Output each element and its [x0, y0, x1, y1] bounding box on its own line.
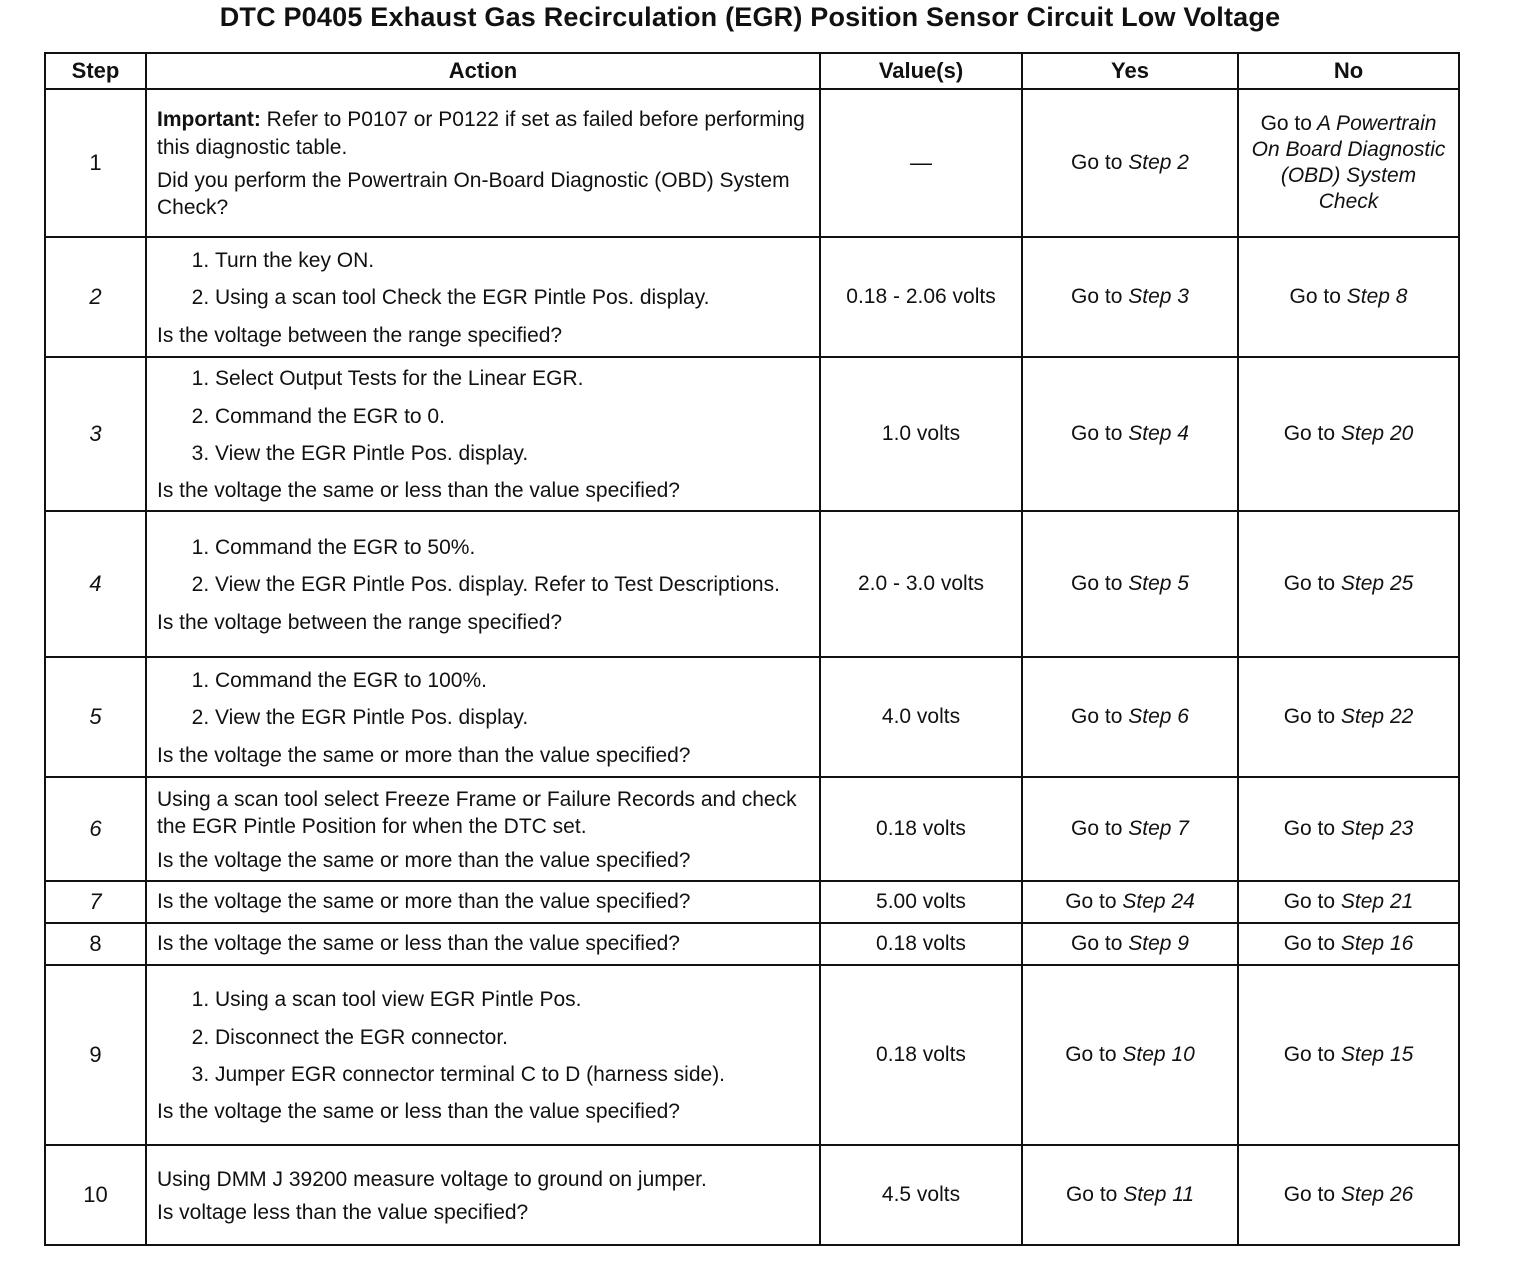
- no-cell: [1238, 1145, 1459, 1245]
- action-cell: [146, 965, 820, 1145]
- action-question: Is the voltage the same or less than the value specified?: [157, 1100, 680, 1124]
- action-cell: [146, 657, 820, 777]
- action-cell: [146, 777, 820, 881]
- action-cell: [146, 511, 820, 657]
- goto-prefix: Go to: [1071, 422, 1123, 446]
- substep-item: 2. Command the EGR to 0.: [215, 403, 809, 430]
- goto-prefix: Go to: [1260, 111, 1312, 135]
- substep-item: 1. Select Output Tests for the Linear EGR.: [215, 365, 809, 392]
- no-cell: [1238, 923, 1459, 965]
- no-cell: [1238, 237, 1459, 357]
- value-cell: 0.18 volts: [820, 777, 1022, 881]
- header-no: No: [1238, 53, 1459, 89]
- yes-link[interactable]: Step 11: [1123, 1183, 1195, 1207]
- goto-prefix: Go to: [1283, 422, 1336, 446]
- action-cell: [146, 881, 820, 923]
- value-text: —: [910, 149, 932, 175]
- table-row-step-2: [45, 237, 1459, 357]
- yes-cell: [1022, 1145, 1238, 1245]
- action-question: Is the voltage the same or more than the value specified?: [157, 848, 691, 872]
- table-row-step-4: [45, 511, 1459, 657]
- yes-link[interactable]: Step 24: [1122, 890, 1195, 914]
- substep-item: 2. View the EGR Pintle Pos. display. Refer to Test Descriptions.: [215, 571, 809, 598]
- header-step: Step: [45, 53, 146, 89]
- header-action: Action: [146, 53, 820, 89]
- yes-cell: [1022, 657, 1238, 777]
- goto-prefix: Go to: [1283, 572, 1336, 596]
- step-number: 8: [45, 923, 146, 965]
- goto-prefix: Go to: [1071, 932, 1123, 956]
- substep-item: 1. Turn the key ON.: [215, 247, 809, 274]
- yes-link[interactable]: Step 6: [1128, 705, 1189, 729]
- value-cell: [820, 89, 1022, 237]
- goto-prefix: Go to: [1289, 285, 1341, 309]
- substep-item: 2. Using a scan tool Check the EGR Pintle Pos. display.: [215, 284, 809, 311]
- no-cell: [1238, 881, 1459, 923]
- no-cell: [1238, 965, 1459, 1145]
- goto-prefix: Go to: [1071, 705, 1123, 729]
- no-link[interactable]: Step 20: [1340, 422, 1414, 446]
- no-link[interactable]: Step 26: [1340, 1183, 1414, 1207]
- value-cell: 0.18 - 2.06 volts: [820, 237, 1022, 357]
- substep-item: 1. Command the EGR to 100%.: [215, 667, 809, 694]
- table-row-step-7: [45, 881, 1459, 923]
- action-cell: [146, 1145, 820, 1245]
- yes-cell: [1022, 881, 1238, 923]
- action-cell: [146, 923, 820, 965]
- action-text: Using a scan tool select Freeze Frame or Failure Records and check the EGR Pintle Position for when the DTC set.: [157, 788, 797, 839]
- substep-item: 2. Disconnect the EGR connector.: [215, 1024, 809, 1051]
- action-question: Is the voltage between the range specified?: [157, 610, 563, 634]
- value-cell: 0.18 volts: [820, 965, 1022, 1145]
- no-cell: [1238, 89, 1459, 237]
- action-question: Is the voltage the same or more than the value specified?: [157, 890, 691, 914]
- step-number: 10: [45, 1145, 146, 1245]
- yes-link[interactable]: Step 5: [1128, 572, 1189, 596]
- step-number: 9: [45, 965, 146, 1145]
- substep-list: [157, 667, 809, 732]
- no-link[interactable]: Step 25: [1340, 572, 1414, 596]
- yes-cell: [1022, 89, 1238, 237]
- yes-cell: [1022, 511, 1238, 657]
- goto-prefix: Go to: [1071, 151, 1123, 175]
- goto-prefix: Go to: [1071, 285, 1123, 309]
- goto-prefix: Go to: [1065, 1043, 1117, 1067]
- goto-prefix: Go to: [1283, 1043, 1336, 1067]
- yes-cell: [1022, 777, 1238, 881]
- no-link[interactable]: Step 8: [1346, 285, 1408, 309]
- no-link[interactable]: Step 15: [1340, 1043, 1414, 1067]
- action-question: Is the voltage the same or more than the value specified?: [157, 743, 691, 767]
- step-number: 6: [45, 777, 146, 881]
- substep-list: [157, 365, 809, 467]
- table-row-step-8: [45, 923, 1459, 965]
- diagnostic-table: [44, 52, 1460, 1246]
- goto-prefix: Go to: [1071, 572, 1123, 596]
- no-cell: [1238, 511, 1459, 657]
- no-cell: [1238, 657, 1459, 777]
- step-number: 1: [45, 89, 146, 237]
- substep-list: [157, 986, 809, 1088]
- table-row-step-9: [45, 965, 1459, 1145]
- table-row-step-1: [45, 89, 1459, 237]
- page-title: DTC P0405 Exhaust Gas Recirculation (EGR) Position Sensor Circuit Low Voltage: [219, 2, 1281, 32]
- action-question: Is voltage less than the value specified?: [157, 1201, 529, 1224]
- value-cell: 4.5 volts: [820, 1145, 1022, 1245]
- step-number: 7: [45, 881, 146, 923]
- important-note: [157, 106, 809, 161]
- yes-link[interactable]: Step 2: [1128, 151, 1189, 175]
- table-row-step-3: [45, 357, 1459, 511]
- header-values: Value(s): [820, 53, 1022, 89]
- value-cell: 0.18 volts: [820, 923, 1022, 965]
- action-cell: [146, 237, 820, 357]
- yes-link[interactable]: Step 10: [1122, 1043, 1195, 1067]
- table-row-step-5: [45, 657, 1459, 777]
- table-row-step-10: [45, 1145, 1459, 1245]
- no-link[interactable]: Step 22: [1340, 705, 1414, 729]
- substep-item: 1. Command the EGR to 50%.: [215, 534, 809, 561]
- substep-item: 3. Jumper EGR connector terminal C to D (harness side).: [215, 1061, 809, 1088]
- no-cell: [1238, 357, 1459, 511]
- substep-list: [157, 534, 809, 599]
- important-text: Refer to P0107 or P0122 if set as failed before performing this diagnostic table.: [157, 108, 805, 159]
- goto-prefix: Go to: [1065, 1183, 1118, 1207]
- header-row: [45, 53, 1459, 89]
- goto-prefix: Go to: [1065, 890, 1117, 914]
- goto-prefix: Go to: [1283, 817, 1336, 841]
- step-number: 4: [45, 511, 146, 657]
- goto-prefix: Go to: [1071, 817, 1123, 841]
- yes-cell: [1022, 923, 1238, 965]
- no-link[interactable]: A Powertrain On Board Diagnostic (OBD) System Check: [1251, 111, 1446, 214]
- no-link[interactable]: Step 23: [1340, 817, 1414, 841]
- action-cell: [146, 89, 820, 237]
- substep-item: 3. View the EGR Pintle Pos. display.: [215, 440, 809, 467]
- goto-prefix: Go to: [1283, 705, 1336, 729]
- yes-link[interactable]: Step 3: [1128, 285, 1189, 309]
- value-cell: 2.0 - 3.0 volts: [820, 511, 1022, 657]
- step-number: 3: [45, 357, 146, 511]
- no-cell: [1238, 777, 1459, 881]
- action-question: Is the voltage the same or less than the value specified?: [157, 932, 680, 956]
- action-question: Is the voltage the same or less than the value specified?: [157, 479, 680, 503]
- yes-cell: [1022, 237, 1238, 357]
- table-row-step-6: [45, 777, 1459, 881]
- substep-item: 1. Using a scan tool view EGR Pintle Pos.: [215, 986, 809, 1013]
- no-link[interactable]: Step 21: [1340, 890, 1414, 914]
- goto-prefix: Go to: [1283, 1183, 1336, 1207]
- value-cell: 5.00 volts: [820, 881, 1022, 923]
- action-cell: [146, 357, 820, 511]
- yes-cell: [1022, 357, 1238, 511]
- header-yes: Yes: [1022, 53, 1238, 89]
- no-link[interactable]: Step 16: [1340, 932, 1414, 956]
- action-question: Is the voltage between the range specified?: [157, 323, 563, 347]
- yes-link[interactable]: Step 4: [1128, 422, 1189, 446]
- goto-prefix: Go to: [1283, 890, 1336, 914]
- action-question: Did you perform the Powertrain On-Board Diagnostic (OBD) System Check?: [157, 169, 790, 220]
- substep-item: 2. View the EGR Pintle Pos. display.: [215, 704, 809, 731]
- yes-cell: [1022, 965, 1238, 1145]
- value-cell: 4.0 volts: [820, 657, 1022, 777]
- yes-link[interactable]: Step 7: [1128, 817, 1189, 841]
- important-label: Important:: [157, 108, 261, 132]
- action-text: Using DMM J 39200 measure voltage to ground on jumper.: [157, 1167, 707, 1191]
- value-cell: 1.0 volts: [820, 357, 1022, 511]
- goto-prefix: Go to: [1283, 932, 1336, 956]
- yes-link[interactable]: Step 9: [1128, 932, 1189, 956]
- step-number: 2: [45, 237, 146, 357]
- step-number: 5: [45, 657, 146, 777]
- substep-list: [157, 247, 809, 312]
